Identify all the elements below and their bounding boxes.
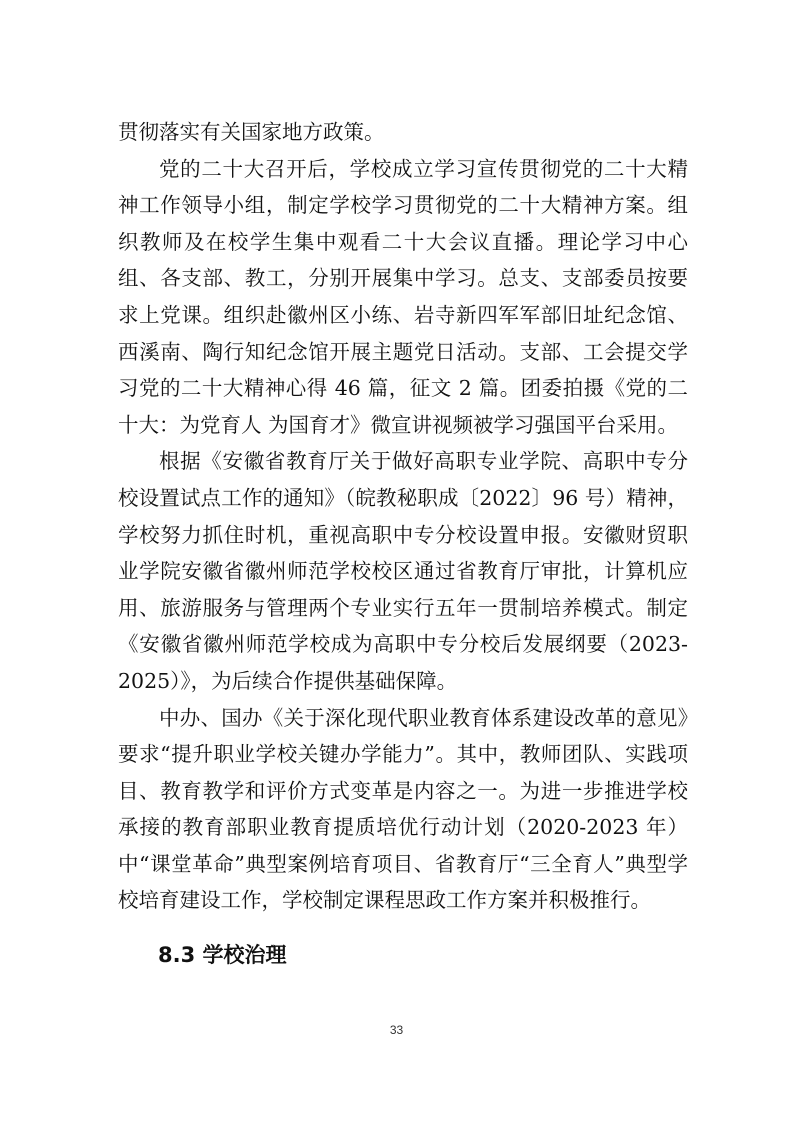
paragraph-vocational-branch: 根据《安徽省教育厅关于做好高职专业学院、高职中专分校设置试点工作的通知》（皖教秘职成〔2022〕96 号）精神，学校努力抓住时机，重视高职中专分校设置申报。安徽财贸职业学院安徽省徽州师范学校校区通过省教育厅审批，计算机应用、旅游服务与管理两个专业实行五年一贯制培养模式。制定《安徽省徽州师范学校成为高职中专分校后发展纲要（2023-2025）》，为后续合作提供基础保障。 xyxy=(118,449,688,693)
paragraph-continuation: 贯彻落实有关国家地方政策。 xyxy=(118,120,385,144)
paragraph-vocational-reform: 中办、国办《关于深化现代职业教育体系建设改革的意见》要求“提升职业学校关键办学能力”。其中，教师团队、实践项目、教育教学和评价方式变革是内容之一。为进一步推进学校承接的教育部职业教育提质培优行动计划（2020-2023 年）中“课堂革命”典型案例培育项目、省教育厅“三全育人”典型学校培育建设工作，学校制定课程思政工作方案并积极推行。 xyxy=(118,705,688,913)
body-text xyxy=(118,114,688,919)
paragraph-party-congress: 党的二十大召开后，学校成立学习宣传贯彻党的二十大精神工作领导小组，制定学校学习贯彻党的二十大精神方案。组织教师及在校学生集中观看二十大会议直播。理论学习中心组、各支部、教工，分别开展集中学习。总支、支部委员按要求上党课。组织赴徽州区小练、岩寺新四军军部旧址纪念馆、西溪南、陶行知纪念馆开展主题党日活动。支部、工会提交学习党的二十大精神心得 46 篇，征文 2 篇。团委拍摄《党的二十大：为党育人 为国育才》微宣讲视频被学习强国平台采用。 xyxy=(118,156,688,437)
page-number: 33 xyxy=(389,1023,404,1037)
section-heading: 8.3 学校治理 xyxy=(158,943,287,967)
